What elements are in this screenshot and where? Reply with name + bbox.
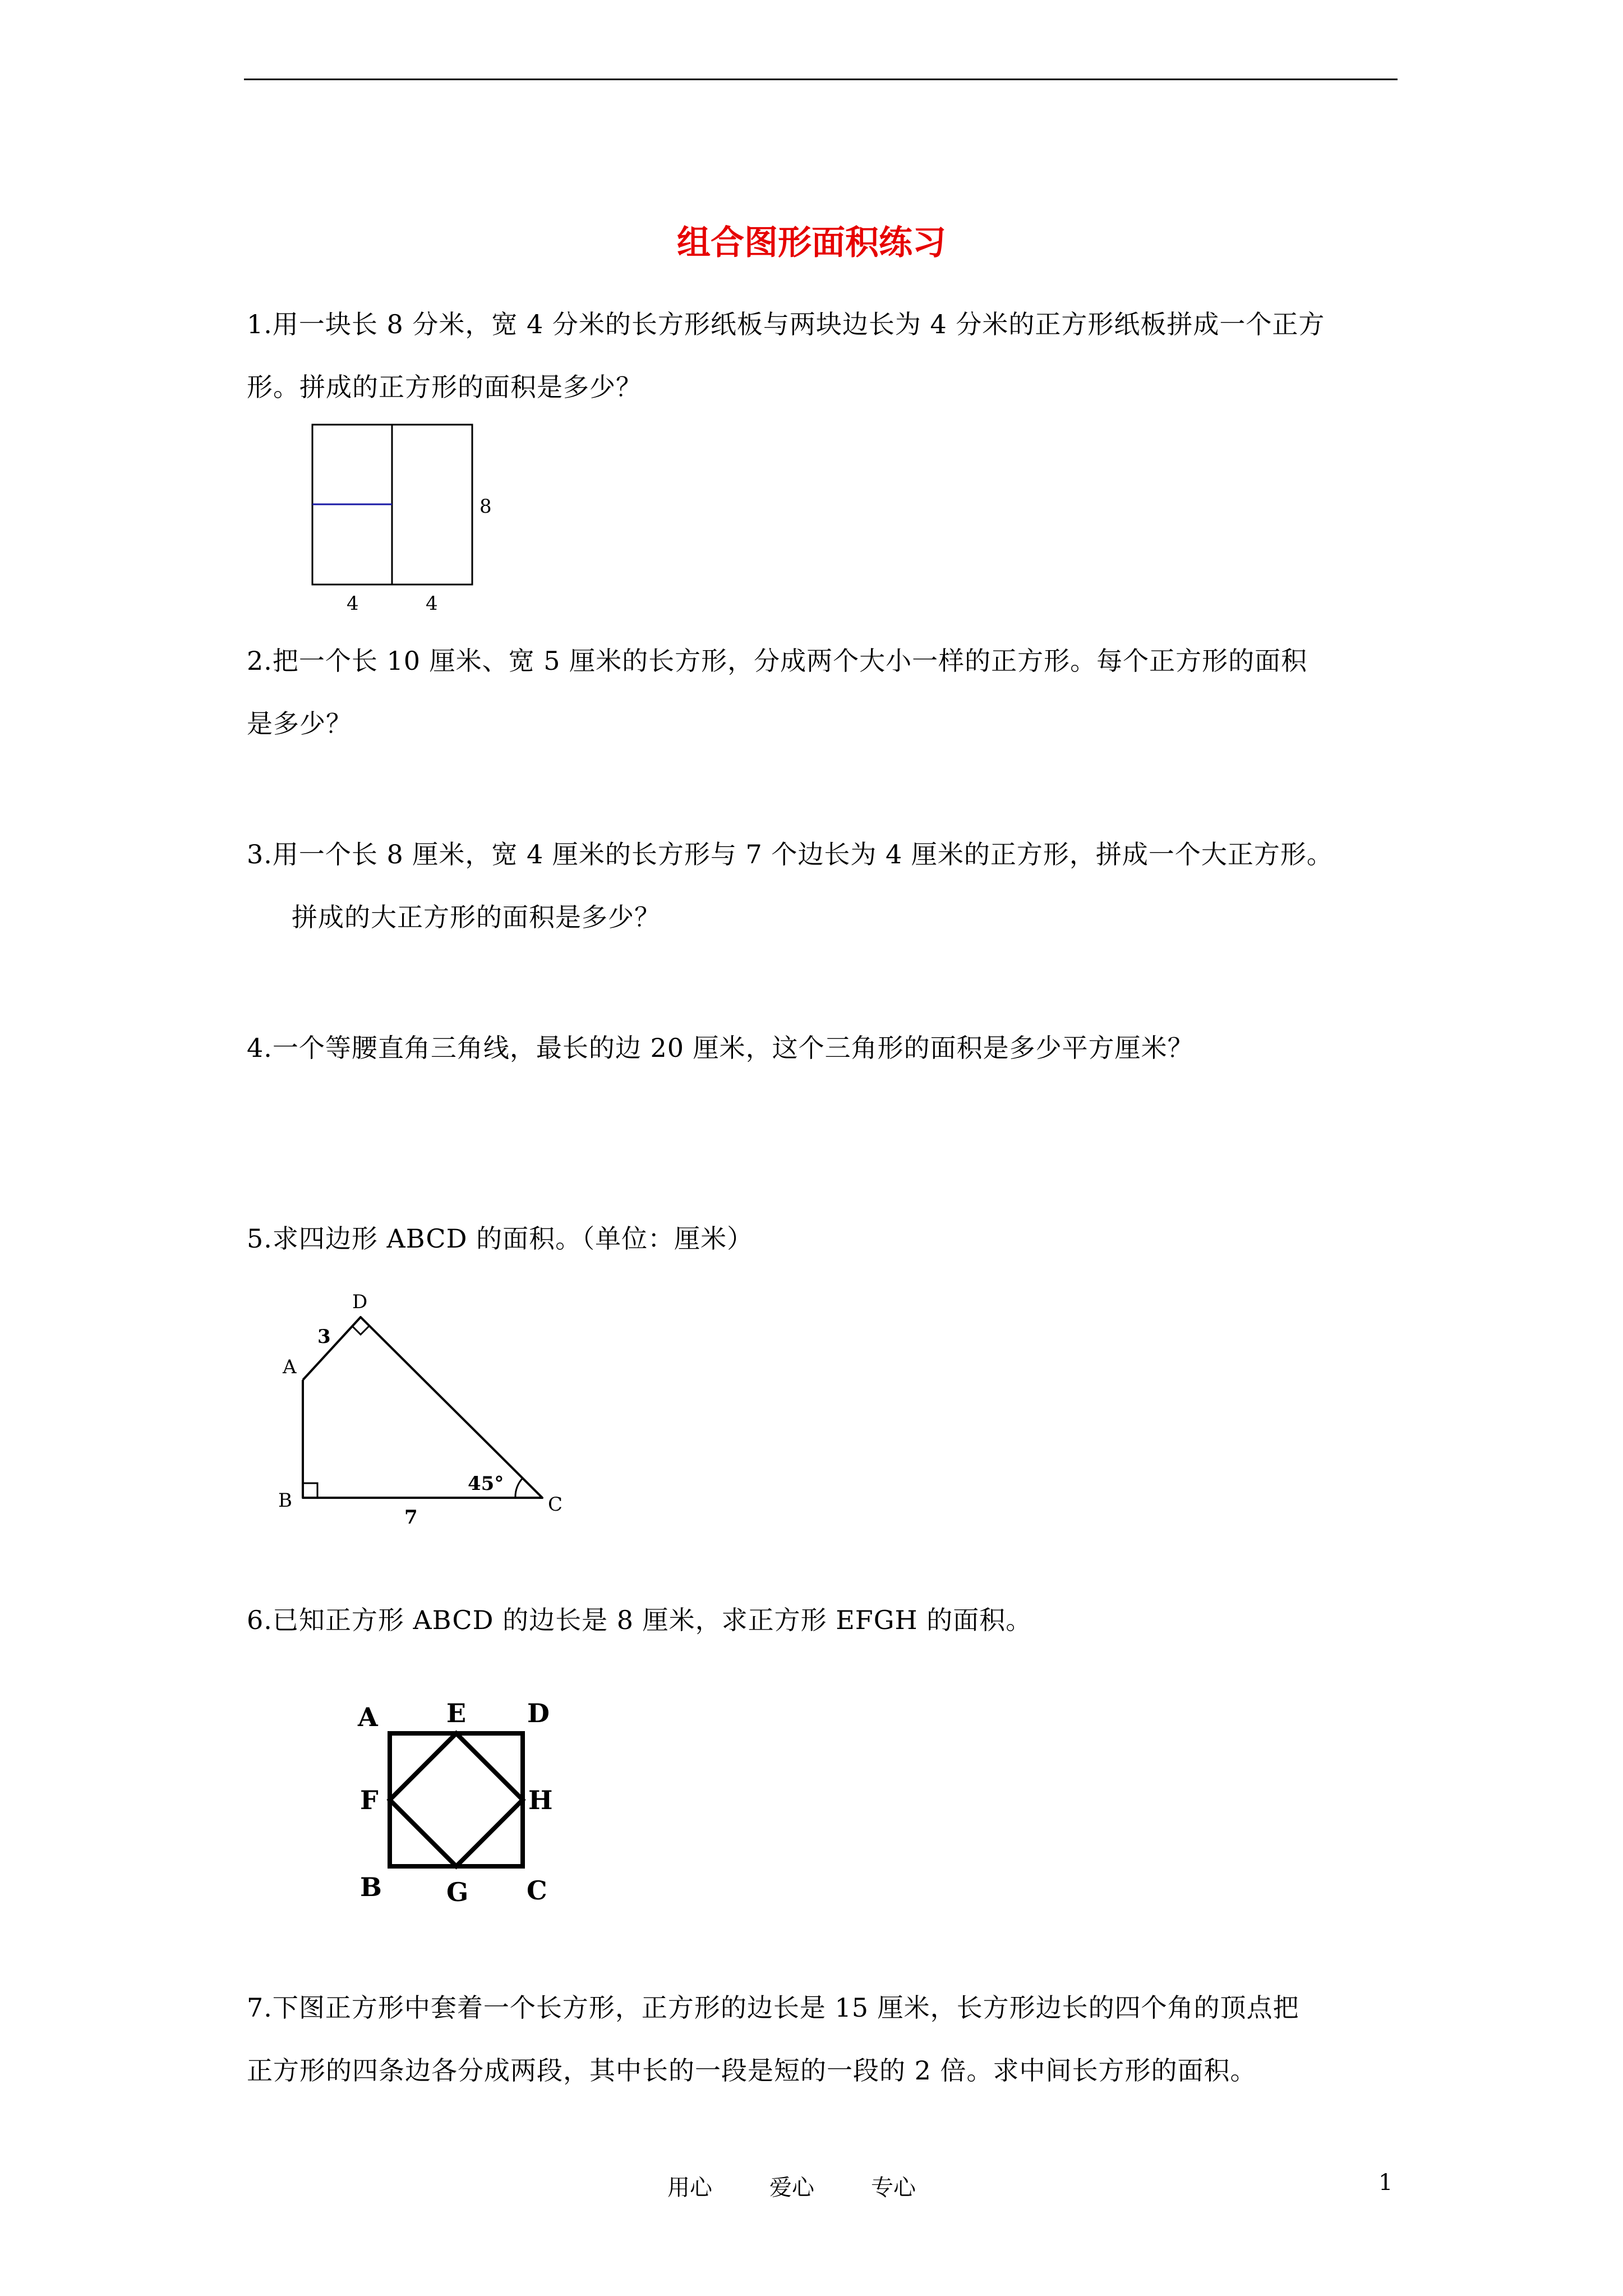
- question-6: [247, 1589, 1402, 1651]
- figure-5-label-d: D: [352, 1291, 368, 1313]
- question-2-line-2: 是多少？: [247, 708, 352, 739]
- figure-6-inner-square: [390, 1733, 523, 1866]
- question-5: [247, 1207, 1402, 1270]
- figure-6-label-a: A: [358, 1702, 378, 1732]
- figure-5-bc-length: 7: [404, 1506, 418, 1529]
- figure-5-ad-length: 3: [317, 1326, 331, 1348]
- figure-6-label-c: C: [527, 1875, 547, 1906]
- figure-5-angle-arc-c: [515, 1478, 523, 1498]
- figure-5-diagram: [269, 1285, 583, 1531]
- question-6-line-1: 6.已知正方形 ABCD 的边长是 8 厘米，求正方形 EFGH 的面积。: [247, 1605, 1032, 1635]
- question-4: [247, 1016, 1402, 1079]
- figure-6-label-d: D: [527, 1698, 550, 1728]
- question-1-line-2: 形。拼成的正方形的面积是多少？: [247, 372, 642, 402]
- figure-5-quadrilateral: [303, 1317, 542, 1498]
- question-3-line-2: 拼成的大正方形的面积是多少？: [292, 902, 661, 932]
- question-5-line-1: 5.求四边形 ABCD 的面积。（单位：厘米）: [247, 1223, 754, 1254]
- question-3: [247, 823, 1402, 949]
- question-3-line-1: 3.用一个长 8 厘米，宽 4 厘米的长方形与 7 个边长为 4 厘米的正方形，拼成一个大正方形。: [247, 839, 1333, 869]
- figure-5-angle-label: 45°: [468, 1473, 504, 1495]
- figure-5-label-a: A: [283, 1356, 297, 1378]
- figure-5-label-c: C: [548, 1493, 563, 1516]
- figure-1-diagram: [303, 421, 516, 623]
- figure-6-label-h: H: [528, 1785, 553, 1815]
- figure-5-right-angle-d: [352, 1326, 369, 1335]
- figure-6-diagram: [348, 1694, 572, 1918]
- header-rule: [244, 79, 1398, 80]
- footer-middle: 爱心: [769, 2175, 814, 2201]
- page-title: 组合图形面积练习: [677, 223, 946, 263]
- figure-6-outer-square: [390, 1733, 523, 1866]
- question-7-line-2: 正方形的四条边各分成两段，其中长的一段是短的一段的 2 倍。求中间长方形的面积。: [247, 2055, 1257, 2086]
- question-7: [247, 1976, 1402, 2102]
- footer-right: 专心: [871, 2175, 916, 2201]
- question-2-line-1: 2.把一个长 10 厘米、宽 5 厘米的长方形，分成两个大小一样的正方形。每个正方形的面积: [247, 646, 1308, 676]
- question-7-line-1: 7.下图正方形中套着一个长方形，正方形的边长是 15 厘米，长方形边长的四个角的顶点把: [247, 1993, 1299, 2023]
- question-4-line-1: 4.一个等腰直角三角线，最长的边 20 厘米，这个三角形的面积是多少平方厘米？: [247, 1033, 1194, 1063]
- page-number: 1: [1378, 2170, 1393, 2196]
- figure-1-bottom-right-label: 4: [426, 592, 438, 615]
- footer-left: 用心: [667, 2175, 712, 2201]
- figure-5-right-angle-b: [303, 1483, 317, 1498]
- question-1: [247, 293, 1402, 418]
- figure-6-label-e: E: [446, 1698, 467, 1728]
- question-2: [247, 629, 1402, 755]
- figure-1-bottom-left-label: 4: [347, 592, 359, 615]
- figure-6-label-b: B: [360, 1872, 382, 1902]
- figure-6-label-f: F: [360, 1785, 379, 1815]
- figure-1-side-label: 8: [479, 495, 492, 518]
- figure-6-label-g: G: [446, 1877, 469, 1907]
- figure-5-label-b: B: [278, 1489, 292, 1512]
- question-1-line-1: 1.用一块长 8 分米，宽 4 分米的长方形纸板与两块边长为 4 分米的正方形纸板拼成一个正方: [247, 309, 1325, 339]
